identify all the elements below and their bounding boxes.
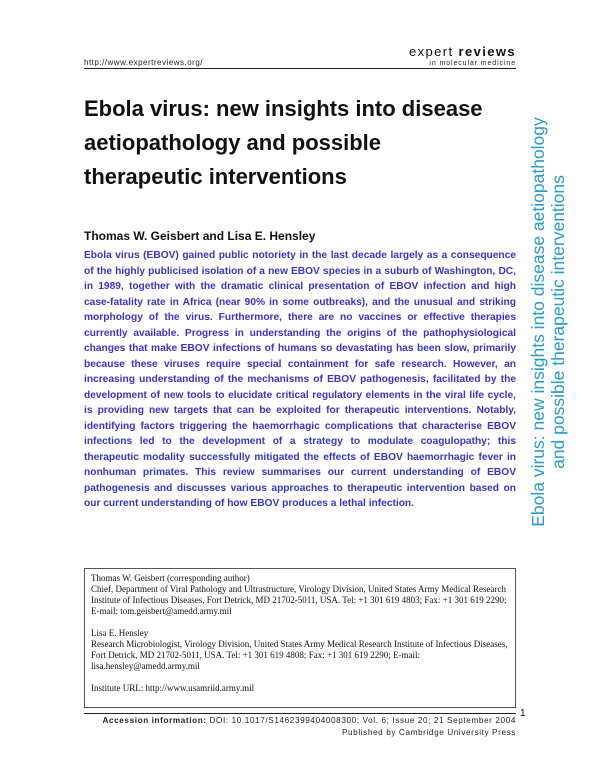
author2-name: Lisa E. Hensley	[91, 628, 149, 638]
journal-name-bold: reviews	[458, 44, 516, 59]
journal-url: http://www.expertreviews.org/	[84, 58, 203, 67]
accession-label: Accession information:	[102, 716, 207, 725]
journal-name-prefix: expert	[408, 44, 454, 59]
side-title-line-2: and possible therapeutic interventions	[548, 175, 568, 469]
author1-name: Thomas W. Geisbert (corresponding author)	[91, 573, 250, 583]
accession-info	[84, 716, 516, 725]
header-rule	[84, 68, 516, 69]
accession-text: DOI: 10.1017/S1462399404008300; Vol. 6; Issue 20; 21 September 2004	[209, 716, 516, 725]
spacer	[91, 672, 509, 683]
journal-subtitle: in molecular medicine	[429, 60, 516, 67]
article-abstract: Ebola virus (EBOV) gained public notoriety in the last decade largely as a consequence of the highly publicised isolation of a new EBOV species in a suburb of Washington, DC, in 1989, together with the dramatic clinical presentation of EBOV infection and high case-fatality rate in Africa (near 90% in some outbreaks), and the unusual and striking morphology of the virus. Furthermore, there are no vaccines or effective therapies currently available. Progress in understanding the origins of the pathophysiological changes that make EBOV infections of humans so devastating has been slow, primarily because these viruses require special containment for safe research. However, an increasing understanding of the mechanisms of EBOV pathogenesis, facilitated by the development of new tools to elucidate critical regulatory elements in the viral life cycle, is providing new targets that can be exploited for therapeutic interventions. Notably, identifying factors triggering the haemorrhagic complications that characterise EBOV infections led to the development of a strategy to modulate coagulopathy; this therapeutic modality successfully mitigated the effects of EBOV haemorrhagic fever in nonhuman primates. This review summarises our current understanding of EBOV pathogenesis and discusses various approaches to therapeutic intervention based on our current understanding of how EBOV produces a lethal infection.	[84, 250, 516, 509]
page-number: 1	[520, 708, 526, 719]
author2-affiliation: Research Microbiologist, Virology Division, United States Army Medical Research Institute of Infectious Diseases, Fort Detrick, MD 21702-5011, USA. Tel: +1 301 619 4808; Fax: +1 301 619 2290; E-mail: lisa.hensley@amedd.army.mil	[91, 639, 508, 671]
journal-name	[408, 45, 516, 58]
institute-url: Institute URL: http://www.usamriid.army.mil	[91, 683, 255, 693]
article-title: Ebola virus: new insights into disease aetiopathology and possible therapeutic interventions	[84, 96, 483, 189]
author-info-box	[84, 568, 516, 708]
author1-affiliation: Chief, Department of Viral Pathology and Ultrastructure, Virology Division, United States Army Medical Research Institute of Infectious Diseases, Fort Detrick, MD 21702-5011, USA. Tel: +1 301 619 4803; Fax: +1 301 619 2290; E-mail: tom.geisbert@amedd.army.mil	[91, 584, 507, 616]
article-authors: Thomas W. Geisbert and Lisa E. Hensley	[84, 229, 316, 243]
side-title-line-1: Ebola virus: new insights into disease aetiopathology	[528, 117, 548, 527]
spacer	[91, 617, 509, 628]
footer-rule	[84, 713, 516, 714]
side-running-title	[528, 62, 578, 582]
journal-brand	[408, 45, 516, 67]
publisher-line: Published by Cambridge University Press	[341, 728, 516, 737]
